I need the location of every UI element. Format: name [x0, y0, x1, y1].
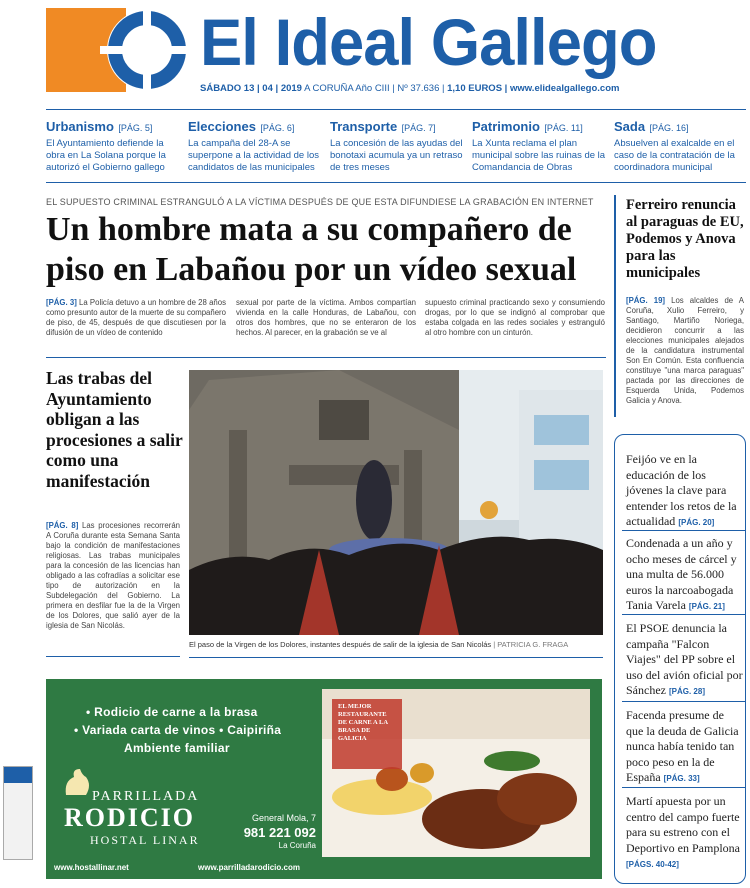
- side-item[interactable]: [626, 452, 744, 531]
- sections-rule: [46, 182, 746, 183]
- side-item-text: Condenada a un año y ocho meses de cárcel y una multa de 56.000 euros la narcoabogada Tania Varela: [626, 536, 737, 612]
- side-divider: [622, 614, 746, 615]
- side-item-ref: [PÁG. 28]: [668, 687, 705, 696]
- edge-badge: [3, 766, 33, 860]
- side-item-text: Facenda presume de que la deuda de Galicia nunca había tenido tan poco peso en la de España: [626, 708, 739, 784]
- section-text: La Xunta reclama el plan municipal sobre las ruinas de la Comandancia de Obras: [472, 138, 606, 173]
- photo-caption: [189, 640, 568, 649]
- trabas-text: Las procesiones recorrerán A Coruña durante esta Semana Santa bajo la condición de manifestaciones religiosas. Las trabas municipales para la concesión de las licencias han obligado a las cofradías a solicitar ese tipo de autorización en la Subdelegación del Gobierno. La primera en desfilar fue la de la Virgen de los Dolores, que salió ayer de la iglesia de San Nicolás.: [46, 521, 180, 630]
- ferreiro-headline[interactable]: Ferreiro renuncia al paraguas de EU, Podemos y Anova para las municipales: [626, 197, 744, 281]
- side-divider: [622, 530, 746, 531]
- photo-rule: [189, 657, 603, 658]
- main-body-col1: [46, 298, 226, 338]
- ad-badge-text: EL MEJOR RESTAURANTE DE CARNE A LA BRASA DE GALICIA: [338, 703, 388, 742]
- section-page: [PÁG. 16]: [649, 123, 689, 133]
- ad-address: General Mola, 7: [251, 813, 316, 823]
- side-item-ref: [PÁG. 21]: [688, 602, 725, 611]
- ad-city: La Coruña: [278, 841, 316, 850]
- rodicio-advertisement[interactable]: [46, 679, 602, 879]
- section-title: Patrimonio: [472, 119, 540, 134]
- ad-brand-main: RODICIO: [64, 803, 196, 832]
- trabas-page-ref[interactable]: [PÁG. 8]: [46, 521, 79, 530]
- main-text-1: La Policía detuvo a un hombre de 28 años como presunto autor de la muerte de su compañero de piso, de 45, después de que discutiesen por la difusión de un vídeo de contenido: [46, 298, 226, 337]
- main-body-col3: supuesto criminal practicando sexo y consumiendo drogas, por lo que se indignó al comprobar que estaba colgada en las redes sociales y estranguló al otro hombre con un cinturón.: [425, 298, 605, 337]
- main-kicker: EL SUPUESTO CRIMINAL ESTRANGULÓ A LA VÍCTIMA DESPUÉS DE QUE ESTA DIFUNDIESE LA GRABACIÓN EN INTERNET: [46, 197, 594, 207]
- side-divider: [622, 701, 746, 702]
- ad-line-1: • Rodicio de carne a la brasa: [86, 705, 258, 719]
- side-item-text: Feijóo ve en la educación de los jóvenes la clave para entender los retos de la actualidad: [626, 452, 737, 528]
- website-link[interactable]: | www.elidealgallego.com: [502, 83, 620, 94]
- side-item-text: El PSOE denuncia la campaña "Falcon Viajes" del PP sobre el uso del avión oficial por Sánchez: [626, 621, 743, 697]
- section-page: [PÁG. 6]: [260, 123, 295, 133]
- section-title: Sada: [614, 119, 646, 134]
- date: SÁBADO 13 | 04 | 2019: [200, 83, 302, 94]
- main-rule: [46, 357, 606, 358]
- section-title: Elecciones: [188, 119, 256, 134]
- section-text: El Ayuntamiento defiende la obra en La Solana porque la autorizó el Gobierno gallego: [46, 138, 166, 173]
- main-body-col2: sexual por parte de la víctima. Ambos compartían vivienda en la calle Honduras, de Labañou, con otros dos hombres, que no se enteraron de los hechos. Al parecer, en la grabación se ve al: [236, 298, 416, 337]
- section-transporte[interactable]: [330, 118, 465, 174]
- main-page-ref[interactable]: [PÁG. 3]: [46, 298, 77, 307]
- ferreiro-page-ref[interactable]: [PÁG. 19]: [626, 296, 666, 305]
- ferreiro-body: [626, 296, 744, 406]
- section-text: Absuelven al exalcalde en el caso de la contratación de la coordinadora municipal: [614, 138, 735, 173]
- main-headline[interactable]: Un hombre mata a su compañero de piso en Labañou por un vídeo sexual: [46, 211, 577, 288]
- section-elecciones[interactable]: [188, 118, 323, 174]
- date-line: [200, 83, 619, 94]
- section-title: Urbanismo: [46, 119, 114, 134]
- photo-credit: | PATRICIA G. FRAGA: [491, 640, 569, 649]
- ad-web-1[interactable]: www.hostallinar.net: [54, 863, 129, 872]
- issue-info: A CORUÑA Año CIII | Nº 37.636 |: [301, 83, 445, 94]
- section-page: [PÁG. 7]: [401, 123, 436, 133]
- trabas-rule: [46, 656, 180, 657]
- ad-line-2: • Variada carta de vinos • Caipiriña: [74, 723, 282, 737]
- caption-text: El paso de la Virgen de los Dolores, instantes después de salir de la iglesia de San Nicolás: [189, 640, 492, 649]
- side-divider: [622, 787, 746, 788]
- trabas-headline[interactable]: Las trabas del Ayuntamiento obligan a las procesiones a salir como una manifestación: [46, 368, 183, 491]
- section-urbanismo[interactable]: [46, 118, 181, 174]
- masthead-title[interactable]: El Ideal Gallego: [200, 5, 657, 79]
- price: 1,10 EUROS: [444, 83, 503, 94]
- ad-web-2[interactable]: www.parrilladarodicio.com: [198, 863, 300, 872]
- ad-brand-sub: HOSTAL LINAR: [90, 833, 200, 847]
- section-sada[interactable]: [614, 118, 749, 174]
- side-item[interactable]: [626, 536, 744, 615]
- section-title: Transporte: [330, 119, 398, 134]
- section-text: La concesión de las ayudas del bonotaxi acumula ya un retraso de tres meses: [330, 138, 463, 173]
- side-item[interactable]: [626, 621, 744, 700]
- ferreiro-border: [614, 195, 616, 417]
- trabas-body: [46, 521, 180, 631]
- logo-icon: [100, 8, 194, 92]
- side-item-ref: [PÁGS. 40-42]: [626, 860, 679, 869]
- side-item[interactable]: [626, 708, 744, 787]
- side-item-ref: [PÁG. 33]: [663, 774, 700, 783]
- ad-brand-top: PARRILLADA: [92, 789, 200, 804]
- masthead-rule: [46, 109, 746, 110]
- section-page: [PÁG. 11]: [544, 123, 583, 133]
- side-item[interactable]: [626, 794, 744, 873]
- section-text: La campaña del 28-A se superpone a la actividad de los candidatos de las municipales: [188, 138, 319, 173]
- section-page: [PÁG. 5]: [118, 123, 153, 133]
- rooster-icon: [60, 765, 94, 801]
- side-item-text: Martí apuesta por un centro del campo fuerte para su estreno con el Deportivo en Pamplona: [626, 794, 740, 855]
- side-item-ref: [PÁG. 20]: [678, 518, 715, 527]
- ad-phone[interactable]: 981 221 092: [243, 825, 316, 840]
- section-patrimonio[interactable]: [472, 118, 607, 174]
- ad-line-3: Ambiente familiar: [124, 741, 230, 755]
- ferreiro-text: Los alcaldes de A Coruña, Xulio Ferreiro, y Santiago, Martiño Noriega, decidieron concurrir a las elecciones municipales alejados de la candidatura instrumental Son En Común. Esta confluencia constituye "una marca paraguas" pactada por las direcciones de Esquerda Unida, Podemos Galicia y Anova.: [626, 296, 744, 405]
- procession-photo[interactable]: [189, 370, 603, 635]
